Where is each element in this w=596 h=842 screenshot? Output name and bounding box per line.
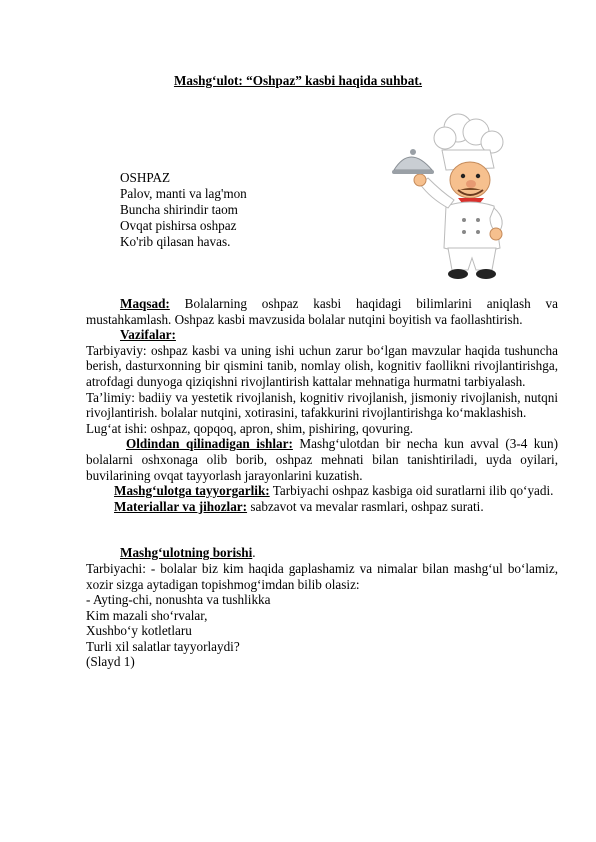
poem-line: Palov, manti va lag'mon bbox=[120, 186, 247, 201]
poem-line: Ko'rib qilasan havas. bbox=[120, 234, 231, 249]
riddle-line: Kim mazali sho‘rvalar, bbox=[86, 607, 208, 623]
cloche-icon bbox=[392, 149, 434, 174]
tayyorgarlik-paragraph bbox=[86, 483, 558, 499]
slide-reference: (Slayd 1) bbox=[86, 654, 135, 670]
oldindan-label: Oldindan qilinadigan ishlar: bbox=[126, 436, 293, 452]
materiallar-text: sabzavot va mevalar rasmlari, oshpaz surati. bbox=[247, 498, 484, 514]
poem-heading: OSHPAZ bbox=[120, 170, 171, 185]
tayyorgarlik-text: Tarbiyachi oshpaz kasbiga oid suratlarni ilib qo‘yadi. bbox=[269, 483, 554, 499]
poem-line: Ovqat pishirsa oshpaz bbox=[120, 218, 237, 233]
borishi-heading bbox=[86, 545, 558, 561]
chef-illustration bbox=[390, 108, 525, 283]
materiallar-label: Materiallar va jihozlar: bbox=[114, 498, 248, 514]
materiallar-paragraph bbox=[86, 499, 558, 515]
oldindan-text: Mashg‘ulotdan bir necha kun avval (3-4 kun) bolalarni oshxonaga olib borib, oshpaz mehnati bilan tanishtiriladi, uyda oyilari, buvilarining ovqat tayyorlash jarayonlarini kuzatish. bbox=[86, 436, 558, 483]
maqsad-label: Maqsad: bbox=[120, 296, 170, 311]
riddle-line: Turli xil salatlar tayyorlaydi? bbox=[86, 638, 240, 654]
tarbiyachi-paragraph: Tarbiyachi: - bolalar biz kim haqida gaplashamiz va nimalar bilan mashg‘ul bo‘lamiz, xozir sizga aytadigan topishmog‘imdan bilib olasiz: bbox=[86, 560, 558, 592]
vazifalar-label: Vazifalar: bbox=[120, 327, 176, 343]
borishi-label: Mashg‘ulotning borishi bbox=[120, 545, 253, 561]
talimiy-paragraph: Ta’limiy: badiiy va yestetik rivojlanish, kognitiv rivojlanish, jismoniy rivojlanish, nutqni rivojlantirish. bolalar nutqini, xotirasini, tafakkurini rivojlantirishga ko‘maklashish. bbox=[86, 389, 558, 421]
tayyorgarlik-label: Mashg‘ulotga tayyorgarlik: bbox=[114, 483, 270, 499]
borishi-dot: . bbox=[252, 545, 256, 561]
riddle-line: Xushbo‘y kotletlaru bbox=[86, 623, 192, 639]
maqsad-paragraph bbox=[86, 296, 558, 327]
oldindan-paragraph bbox=[86, 436, 558, 483]
poem-line: Buncha shirindir taom bbox=[120, 202, 238, 217]
poem-block bbox=[120, 170, 247, 250]
lugat-paragraph: Lug‘at ishi: oshpaz, qopqoq, apron, shim, pishiring, qovuring. bbox=[86, 420, 414, 436]
vazifalar-heading bbox=[86, 327, 558, 343]
page-title: Mashg‘ulot: “Oshpaz” kasbi haqida suhbat. bbox=[173, 73, 423, 88]
lesson-body bbox=[86, 296, 558, 670]
maqsad-text: Bolalarning oshpaz kasbi haqidagi bilimlarini aniqlash va mustahkamlash. Oshpaz kasbi mavzusida bolalar nutqini boyitish va faollashtirish. bbox=[86, 296, 558, 327]
tarbiyaviy-paragraph: Tarbiyaviy: oshpaz kasbi va uning ishi uchun zarur bo‘lgan mavzular haqida tushuncha berish, dasturxonning bir qismini tanib, nomlay olish, kognitiv faollikni rivojlantirishga, atrofdagi dunyoga qiziqishni rivojlantirish kattalar mehnatiga hurmatni tarbiyalash. bbox=[86, 342, 558, 389]
riddle-line: - Ayting-chi, nonushta va tushlikka bbox=[86, 592, 271, 608]
